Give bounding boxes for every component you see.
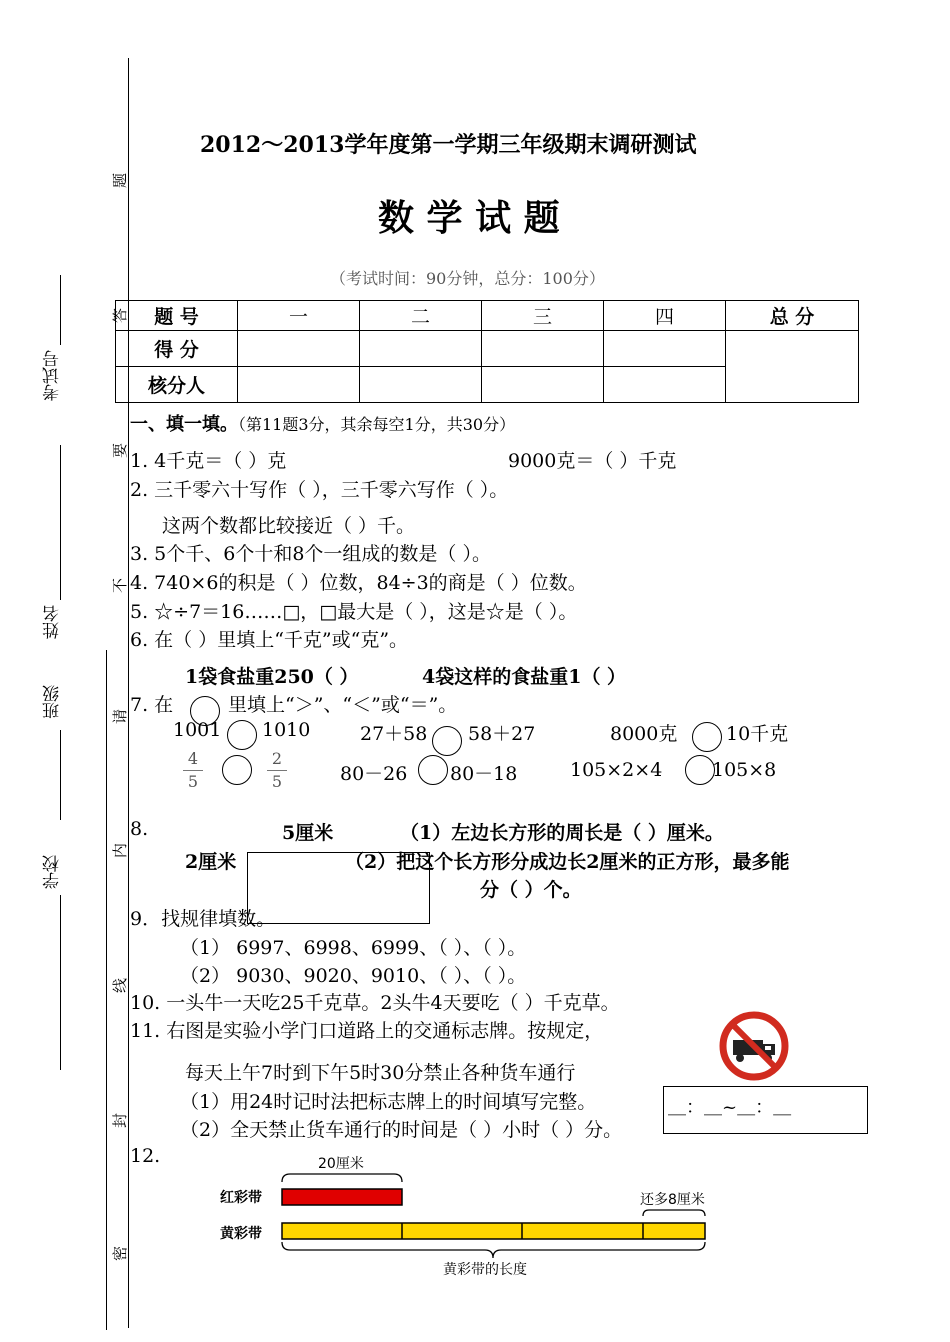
ribbon-diagram (210, 1148, 730, 1278)
seal-char: 答 (111, 307, 130, 324)
subject-title: 数 学 试 题 (378, 198, 560, 239)
side-label-school: 学校 (43, 855, 63, 889)
section-note: （第11题3分，其余每空1分，共30分） (238, 415, 516, 434)
question-8-number: 8. (130, 818, 149, 840)
question-6a: 1袋食盐重250（ ） (185, 666, 359, 688)
compare-circle[interactable] (418, 755, 448, 785)
seal-char: 线 (111, 977, 130, 994)
compare-right: 10千克 (726, 723, 789, 745)
fraction-numerator: 2 (271, 749, 283, 768)
seal-char: 封 (111, 1112, 130, 1129)
fraction-denominator: 5 (187, 772, 199, 791)
seal-char: 不 (111, 577, 130, 594)
seal-char: 密 (111, 1245, 130, 1262)
exam-number-blank (60, 275, 61, 345)
score-cell[interactable] (360, 331, 482, 367)
compare-circle[interactable] (227, 720, 257, 750)
question-9-1: （1） 6997、6998、6999、（ ）、（ ）。 (180, 937, 527, 959)
checker-cell[interactable] (604, 367, 726, 403)
time-answer-box[interactable] (663, 1086, 868, 1134)
red-ribbon-label: 红彩带 (220, 1190, 262, 1206)
rectangle-height-label: 2厘米 (185, 851, 237, 873)
question-7-prefix: 7. 在 (130, 694, 174, 716)
school-blank (60, 895, 61, 1070)
row-label-score: 得 分 (116, 331, 238, 367)
question-5: 5. ☆÷7＝16……□，□最大是（ ），这是☆是（ ）。 (130, 601, 578, 623)
compare-left: 1001 (173, 719, 222, 741)
question-4: 4. 740×6的积是（ ）位数，84÷3的商是（ ）位数。 (130, 572, 587, 594)
question-7-suffix: 里填上“＞”、“＜”或“＝”。 (228, 694, 458, 716)
class-blank (60, 730, 61, 820)
score-cell[interactable] (482, 331, 604, 367)
question-6: 6. 在（ ）里填上“千克”或“克”。 (130, 629, 409, 651)
section-heading (130, 410, 515, 436)
table-header: 二 (360, 301, 482, 331)
compare-circle[interactable] (222, 755, 252, 785)
table-header: 四 (604, 301, 726, 331)
side-label-exam-number: 考试号 (43, 350, 63, 401)
question-9-2: （2） 9030、9020、9010、（ ）、（ ）。 (180, 965, 527, 987)
seal-char: 题 (111, 172, 130, 189)
compare-right: 58＋27 (468, 723, 536, 745)
question-8-part2b: 分（ ）个。 (480, 879, 582, 901)
question-1b: 9000克＝（ ）千克 (508, 450, 677, 472)
compare-circle[interactable] (685, 755, 715, 785)
checker-cell[interactable] (482, 367, 604, 403)
section-title: 一、填一填。 (130, 414, 238, 435)
fraction-numerator: 4 (187, 749, 199, 768)
seal-char: 要 (111, 442, 130, 459)
question-11-part1: （1）用24时记时法把标志牌上的时间填写完整。 (180, 1091, 597, 1113)
fraction-right (267, 750, 287, 791)
question-10: 10. 一头牛一天吃25千克草。2头牛4天要吃（ ）千克草。 (130, 992, 620, 1014)
compare-right: 105×8 (712, 759, 777, 781)
fraction-denominator: 5 (271, 772, 283, 791)
question-11: 11. 右图是实验小学门口道路上的交通标志牌。按规定， (130, 1020, 604, 1042)
compare-circle[interactable] (692, 722, 722, 752)
exam-title: 2012～2013学年度第一学期三年级期末调研测试 (200, 132, 697, 158)
extra-length-label: 还多8厘米 (640, 1192, 705, 1208)
question-2b: 这两个数都比较接近（ ）千。 (162, 515, 416, 537)
binding-line (128, 58, 129, 1328)
yellow-ribbon-label: 黄彩带 (220, 1226, 262, 1242)
question-11-part2: （2）全天禁止货车通行的时间是（ ）小时（ ）分。 (180, 1119, 623, 1141)
rectangle-width-label: 5厘米 (282, 822, 334, 844)
table-header: 总 分 (726, 301, 859, 331)
checker-cell[interactable] (360, 367, 482, 403)
compare-right: 1010 (262, 719, 311, 741)
compare-circle[interactable] (432, 726, 462, 756)
question-12: 12. (130, 1145, 161, 1167)
fraction-left (183, 750, 203, 791)
exam-info: （考试时间：90分钟，总分：100分） (330, 269, 605, 288)
table-header: 题 号 (116, 301, 238, 331)
question-2a: 2. 三千零六十写作（ ），三千零六写作（ ）。 (130, 479, 509, 501)
question-11-rule: 每天上午7时到下午5时30分禁止各种货车通行 (185, 1062, 576, 1084)
score-cell[interactable] (604, 331, 726, 367)
red-ribbon-bar (282, 1189, 402, 1205)
seal-char: 内 (111, 842, 130, 859)
compare-left: 80－26 (340, 763, 408, 785)
compare-left: 27＋58 (360, 723, 428, 745)
row-label-checker: 核分人 (116, 367, 238, 403)
question-3: 3. 5个千、6个十和8个一组成的数是（ ）。 (130, 543, 491, 565)
name-blank (60, 445, 61, 600)
side-label-name: 姓名 (43, 605, 63, 639)
binding-line-lower (106, 650, 107, 1330)
fraction-bar (267, 770, 287, 771)
question-8-part2a: （2）把这个长方形分成边长2厘米的正方形，最多能 (345, 851, 790, 873)
compare-right: 80－18 (450, 763, 518, 785)
compare-left: 8000克 (610, 723, 678, 745)
red-length-label: 20厘米 (318, 1156, 364, 1172)
question-9: 9．找规律填数。 (130, 908, 276, 930)
compare-left: 105×2×4 (570, 759, 663, 781)
score-cell[interactable] (238, 331, 360, 367)
total-score-cell[interactable] (726, 331, 859, 403)
no-truck-sign-icon (718, 1010, 790, 1082)
table-header: 三 (482, 301, 604, 331)
fraction-bar (183, 770, 203, 771)
score-table (115, 300, 859, 403)
time-answer-template: ＿：＿~＿：＿ (668, 1097, 792, 1118)
checker-cell[interactable] (238, 367, 360, 403)
question-1a: 1. 4千克＝（ ）克 (130, 450, 287, 472)
yellow-ribbon-bar (282, 1223, 705, 1239)
question-8-part1: （1）左边长方形的周长是（ ）厘米。 (400, 822, 724, 844)
seal-char: 请 (111, 708, 130, 725)
question-6b: 4袋这样的食盐重1（ ） (422, 666, 627, 688)
side-label-class: 班级 (43, 685, 63, 719)
yellow-length-label: 黄彩带的长度 (443, 1262, 527, 1278)
table-header: 一 (238, 301, 360, 331)
